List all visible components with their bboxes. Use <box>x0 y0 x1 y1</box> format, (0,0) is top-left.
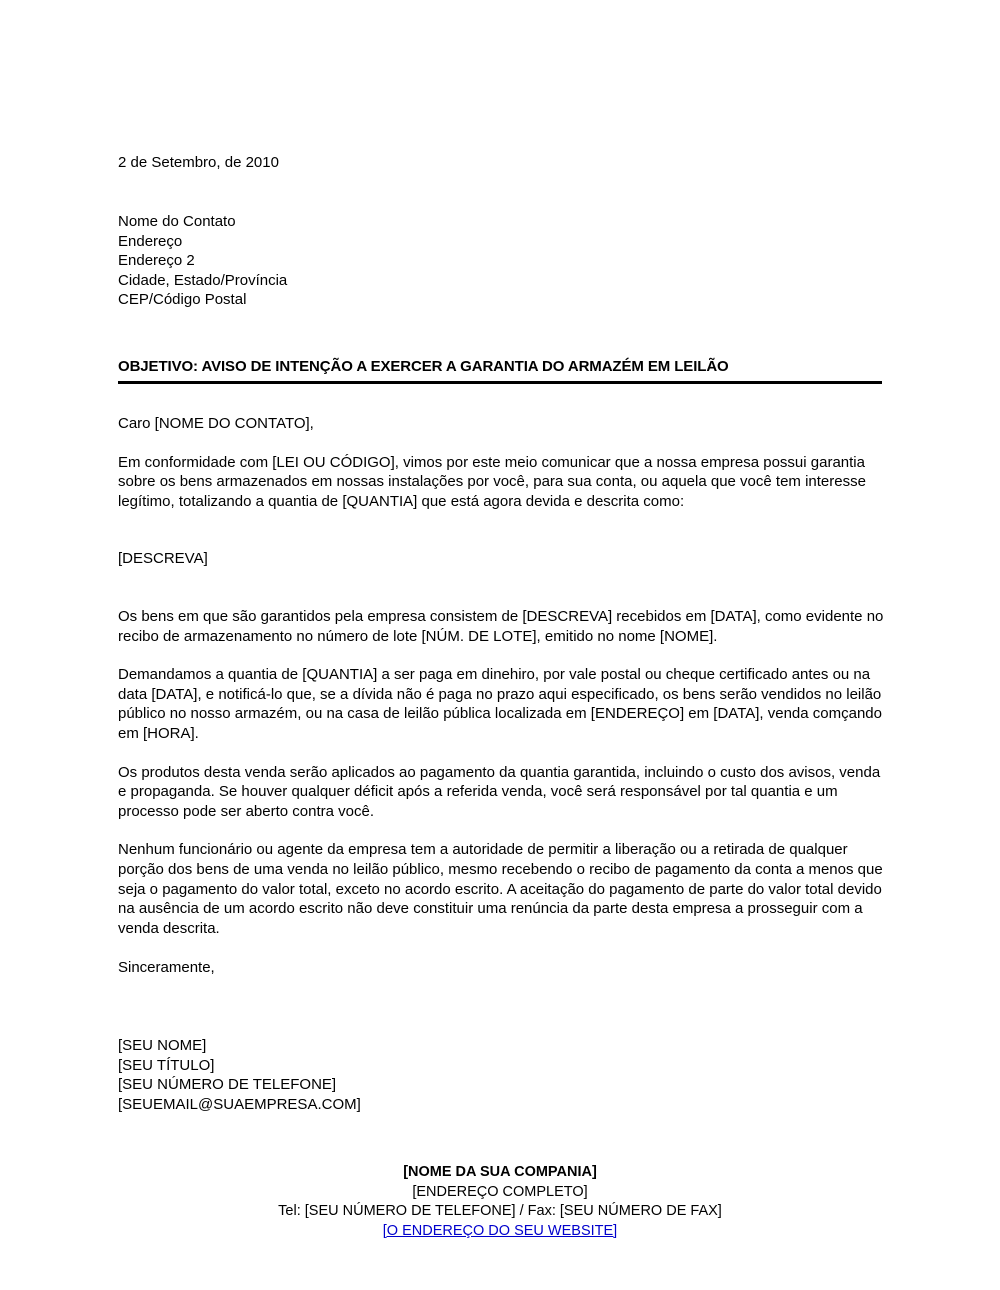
footer-contact: Tel: [SEU NÚMERO DE TELEFONE] / Fax: [SEU NÚMERO DE FAX] <box>278 1203 722 1219</box>
salutation: Caro [NOME DO CONTATO], <box>118 415 314 432</box>
body-paragraph-describe: [DESCREVA] <box>118 550 208 568</box>
signature-block <box>118 1036 361 1114</box>
body-paragraph-4: Os produtos desta venda serão aplicados ao pagamento da quantia garantida, incluindo o custo dos avisos, venda e propaganda. Se houver qualquer déficit após a referida venda, você será responsável por tal quantia e um processo pode ser aberto contra você. <box>118 763 881 820</box>
body-paragraph-3: Demandamos a quantia de [QUANTIA] a ser paga em dinehiro, por vale postal ou cheque certificado antes ou na data [DATA], e notificá-lo que, se a dívida não é paga no prazo aqui especificado, os bens serão vendidos no leilão público no nosso armazém, ou na casa de leilão pública localizada em [ENDEREÇO] em [DATA], venda comçando em [HORA]. <box>118 666 882 742</box>
footer-website-link[interactable] <box>0 1222 1000 1242</box>
website-link-text[interactable]: [O ENDEREÇO DO SEU WEBSITE] <box>382 1222 618 1239</box>
recipient-line-address2: Endereço 2 <box>118 252 195 269</box>
signature-name: [SEU NOME] <box>118 1037 207 1054</box>
body-paragraph-2: Os bens em que são garantidos pela empresa consistem de [DESCREVA] recebidos em [DATA], como evidente no recibo de armazenamento no número de lote [NÚM. DE LOTE], emitido no nome [NOME]. <box>118 607 884 645</box>
signature-phone: [SEU NÚMERO DE TELEFONE] <box>118 1076 337 1094</box>
recipient-line-name: Nome do Contato <box>118 213 236 230</box>
body-paragraph-5: Nenhum funcionário ou agente da empresa tem a autoridade de permitir a liberação ou a retirada de qualquer porção dos bens de uma venda no leilão público, mesmo recebendo o recibo de pagamento da conta a menos que seja o pagamento do valor total, exceto no acordo escrito. A aceitação do pagamento de parte do valor total devido na ausência de um acordo escrito não deve constituir uma renúncia da parte desta empresa a prosseguir com a venda descrita. <box>118 841 883 937</box>
subject-heading: OBJETIVO: AVISO DE INTENÇÃO A EXERCER A GARANTIA DO ARMAZÉM EM LEILÃO <box>118 358 729 375</box>
body-paragraph-1: Em conformidade com [LEI OU CÓDIGO], vimos por este meio comunicar que a nossa empresa possui garantia sobre os bens armazenados em nossas instalações por você, para sua conta, ou aquela que você tem interesse legítimo, totalizando a quantia de [QUANTIA] que está agora devida e descrita como: <box>118 453 866 510</box>
letter-date: 2 de Setembro, de 2010 <box>118 154 279 171</box>
signature-title: [SEU TÍTULO] <box>118 1056 215 1074</box>
body-spacer <box>118 530 890 549</box>
page-footer <box>0 1163 1000 1241</box>
signature-email: [SEUEMAIL@SUAEMPRESA.COM] <box>118 1095 361 1113</box>
body-spacer-2 <box>118 588 890 607</box>
recipient-line-postal-code: CEP/Código Postal <box>118 291 247 308</box>
subject-divider-rule <box>118 381 882 384</box>
subject-block <box>118 357 882 384</box>
recipient-line-address1: Endereço <box>118 232 183 250</box>
recipient-line-city-state: Cidade, Estado/Província <box>118 271 288 289</box>
footer-company-name: [NOME DA SUA COMPANIA] <box>403 1164 597 1180</box>
footer-address: [ENDEREÇO COMPLETO] <box>412 1183 588 1200</box>
closing-salutation: Sinceramente, <box>118 959 215 976</box>
letter-body <box>118 414 890 938</box>
recipient-address-block <box>118 212 287 310</box>
